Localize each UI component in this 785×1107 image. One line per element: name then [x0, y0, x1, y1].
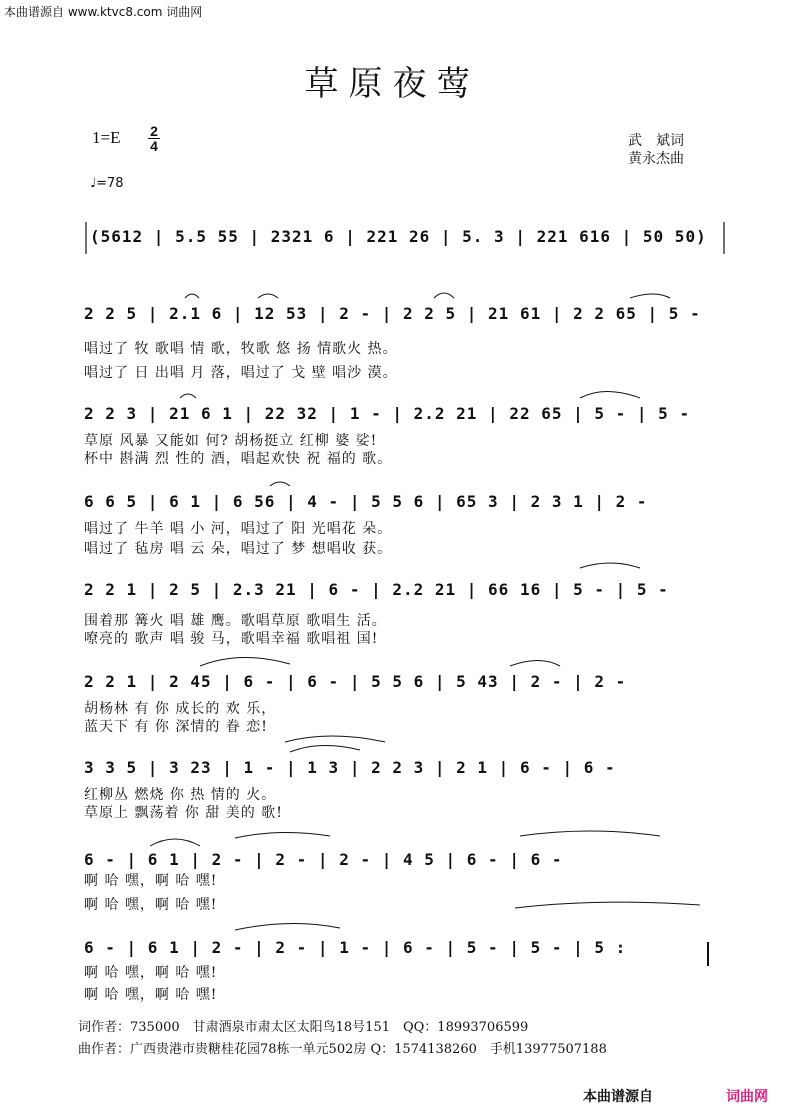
lyric-row-7a: 啊 哈 嘿，啊 哈 嘿! [84, 873, 218, 889]
notes-row-6: 3 3 5 | 3 23 | 1 - | 1 3 | 2 2 3 | 2 1 | 6 - | 6 - [84, 758, 616, 777]
key-signature: 1=E [92, 128, 121, 147]
notes-row-4: 2 2 1 | 2 5 | 2.3 21 | 6 - | 2.2 21 | 66 16 | 5 - | 5 - [84, 580, 669, 599]
composer-credit: 黄永杰曲 [628, 151, 684, 167]
lyric-row-1a: 唱过了 牧 歌唱 情 歌，牧歌 悠 扬 情歌火 热。 [84, 341, 398, 357]
lyric-row-4a: 围着那 篝火 唱 雄 鹰。歌唱草原 歌唱生 活。 [84, 613, 387, 629]
lyricist-contact: 词作者：735000 甘肃酒泉市肃太区太阳鸟18号151 QQ：18993706599 [78, 1020, 529, 1035]
notes-row-1: 2 2 5 | 2.1 6 | 12 53 | 2 - | 2 2 5 | 21 61 | 2 2 65 | 5 - [84, 304, 701, 323]
time-signature-top: 2 [150, 123, 158, 139]
barlines [86, 222, 724, 966]
intro-line: (5612 | 5.5 55 | 2321 6 | 221 26 | 5. 3 | 221 616 | 50 50) [90, 227, 707, 246]
site-header: 本曲谱源自 www.ktvc8.com 词曲网 [4, 5, 203, 19]
watermark-source: 本曲谱源自 [583, 1089, 653, 1105]
lyric-row-3a: 唱过了 牛羊 唱 小 河，唱过了 阳 光唱花 朵。 [84, 521, 393, 537]
lyric-row-7b: 啊 哈 嘿，啊 哈 嘿! [84, 897, 218, 913]
lyric-row-1b: 唱过了 日 出唱 月 落，唱过了 戈 壁 唱沙 漠。 [84, 365, 398, 381]
lyric-row-3b: 唱过了 毡房 唱 云 朵，唱过了 梦 想唱收 获。 [84, 541, 393, 557]
lyric-row-5b: 蓝天下 有 你 深情的 眷 恋! [84, 719, 268, 735]
lyric-row-8a: 啊 哈 嘿，啊 哈 嘿! [84, 965, 218, 981]
notes-row-8: 6 - | 6 1 | 2 - | 2 - | 1 - | 6 - | 5 - | 5 - | 5 : [84, 938, 627, 957]
lyric-row-5a: 胡杨林 有 你 成长的 欢 乐， [84, 701, 277, 717]
notes-row-7: 6 - | 6 1 | 2 - | 2 - | 2 - | 4 5 | 6 - | 6 - [84, 850, 563, 869]
notes-row-2: 2 2 3 | 21 6 1 | 22 32 | 1 - | 2.2 21 | 22 65 | 5 - | 5 - [84, 404, 691, 423]
lyric-row-6b: 草原上 飘荡着 你 甜 美的 歌! [84, 805, 283, 821]
lyric-row-2a: 草原 风暴 又能如 何? 胡杨挺立 红柳 婆 娑! [84, 433, 378, 449]
lyric-row-6a: 红柳丛 燃烧 你 热 情的 火。 [84, 787, 277, 803]
lyricist-credit: 武 斌词 [628, 133, 684, 149]
lyric-row-8b: 啊 哈 嘿，啊 哈 嘿! [84, 987, 218, 1003]
tempo-marking: ♩=78 [90, 176, 124, 191]
watermark-site: 词曲网 [726, 1089, 768, 1105]
notes-row-5: 2 2 1 | 2 45 | 6 - | 6 - | 5 5 6 | 5 43 | 2 - | 2 - [84, 672, 627, 691]
song-title: 草原夜莺 [304, 64, 481, 104]
lyric-row-4b: 嘹亮的 歌声 唱 骏 马，歌唱幸福 歌唱祖 国! [84, 631, 379, 647]
lyric-row-2b: 杯中 斟满 烈 性的 酒，唱起欢快 祝 福的 歌。 [84, 451, 393, 467]
composer-contact: 曲作者：广西贵港市贵糖桂花园78栋一单元502房 Q：1574138260 手机13977507188 [78, 1042, 607, 1057]
notes-row-3: 6 6 5 | 6 1 | 6 56 | 4 - | 5 5 6 | 65 3 | 2 3 1 | 2 - [84, 492, 648, 511]
time-signature-bottom: 4 [148, 138, 160, 153]
